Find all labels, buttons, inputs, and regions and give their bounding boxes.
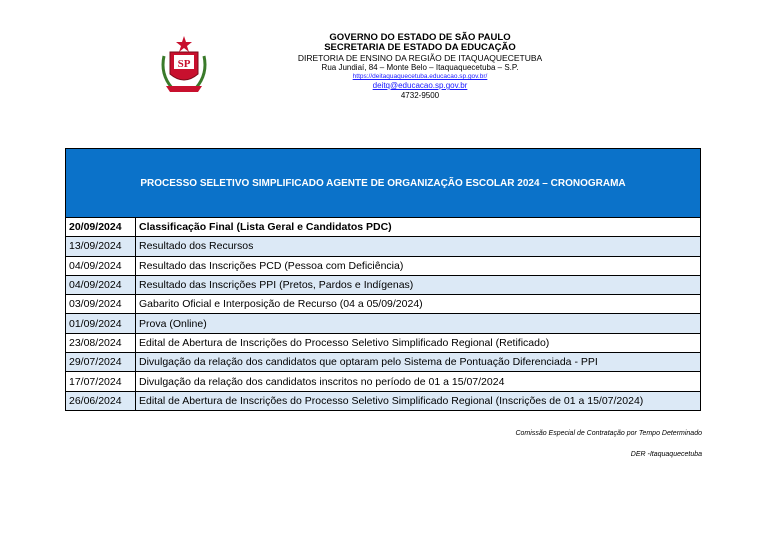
secretariat-name: SECRETARIA DE ESTADO DA EDUCAÇÃO: [324, 42, 516, 53]
row-date: 13/09/2024: [66, 237, 136, 256]
table-row: [66, 391, 700, 410]
row-date: 04/09/2024: [66, 275, 136, 294]
row-date: 03/09/2024: [66, 295, 136, 314]
row-event: Divulgação da relação dos candidatos que optaram pelo Sistema de Pontuação Diferenciada - PPI: [136, 353, 701, 372]
address: Rua Jundiaí, 84 – Monte Belo – Itaquaquecetuba – S.P.: [321, 63, 519, 72]
row-event: Edital de Abertura de Inscrições do Processo Seletivo Simplificado Regional (Retificado): [136, 333, 701, 352]
row-date: 23/08/2024: [66, 333, 136, 352]
table-row: [66, 237, 700, 256]
commission-signature: Comissão Especial de Contratação por Tempo Determinado: [515, 430, 702, 437]
row-date: 20/09/2024: [66, 218, 136, 237]
phone-number: 4732-9500: [400, 91, 440, 100]
government-name: GOVERNO DO ESTADO DE SÃO PAULO: [329, 32, 511, 43]
table-row: [66, 314, 700, 333]
row-date: 29/07/2024: [66, 353, 136, 372]
row-event: Classificação Final (Lista Geral e Candidatos PDC): [136, 218, 701, 237]
row-event: Prova (Online): [136, 314, 701, 333]
logo-lettering: SP: [177, 58, 191, 70]
table-row: [66, 275, 700, 294]
letterhead: [270, 33, 570, 101]
table-row: [66, 256, 700, 275]
website-link[interactable]: https://deitaquaquecetuba.educacao.sp.gov.br/: [352, 73, 488, 80]
table-row: [66, 218, 700, 237]
table-row: [66, 333, 700, 352]
table-row: [66, 372, 700, 391]
row-date: 17/07/2024: [66, 372, 136, 391]
row-event: Gabarito Oficial e Interposição de Recurso (04 a 05/09/2024): [136, 295, 701, 314]
schedule-title: PROCESSO SELETIVO SIMPLIFICADO AGENTE DE ORGANIZAÇÃO ESCOLAR 2024 – CRONOGRAMA: [66, 149, 700, 218]
directorate-name: DIRETORIA DE ENSINO DA REGIÃO DE ITAQUAQUECETUBA: [297, 53, 543, 63]
row-event: Divulgação da relação dos candidatos inscritos no período de 01 a 15/07/2024: [136, 372, 701, 391]
table-row: [66, 295, 700, 314]
sp-state-seal-logo: [158, 34, 210, 96]
row-event: Resultado dos Recursos: [136, 237, 701, 256]
row-date: 26/06/2024: [66, 391, 136, 410]
schedule-table: [65, 148, 701, 411]
row-date: 01/09/2024: [66, 314, 136, 333]
row-event: Resultado das Inscrições PCD (Pessoa com Deficiência): [136, 256, 701, 275]
row-event: Resultado das Inscrições PPI (Pretos, Pardos e Indígenas): [136, 275, 701, 294]
row-event: Edital de Abertura de Inscrições do Processo Seletivo Simplificado Regional (Inscrições de 01 a 15/07/2024): [136, 391, 701, 410]
row-date: 04/09/2024: [66, 256, 136, 275]
email-link[interactable]: deitq@educacao.sp.gov.br: [372, 81, 468, 90]
der-signature: DER -Itaquaquecetuba: [630, 451, 702, 458]
table-row: [66, 353, 700, 372]
